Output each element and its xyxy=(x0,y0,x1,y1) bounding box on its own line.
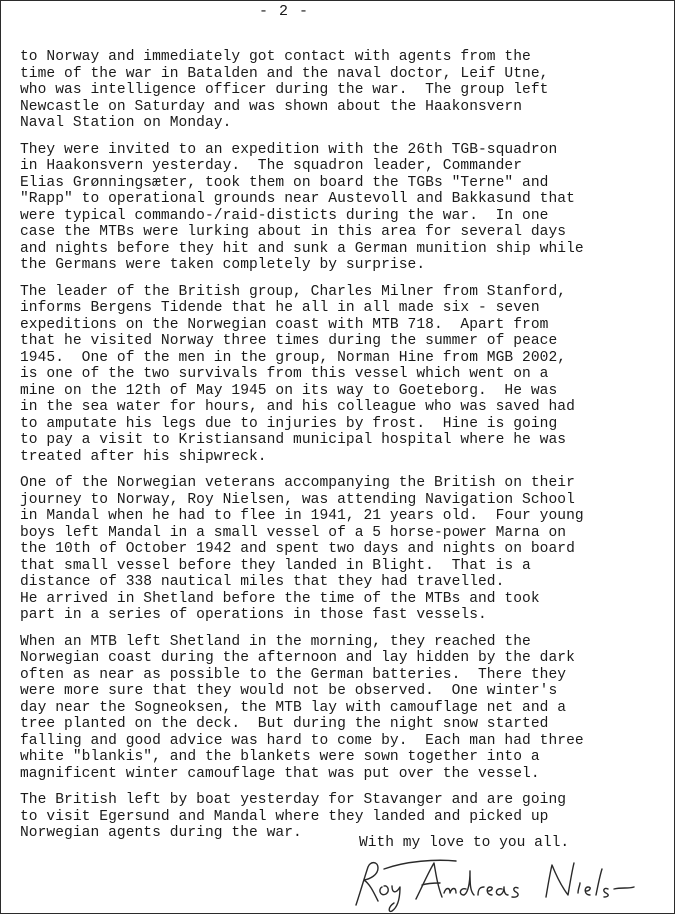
paragraph-4 xyxy=(20,475,660,624)
text-line: Newcastle on Saturday and was shown about the Haakonsvern xyxy=(20,98,523,115)
text-line: in Mandal when he had to flee in 1941, 21 years old. Four young xyxy=(20,508,584,524)
text-line: the Germans were taken completely by surprise. xyxy=(20,257,426,273)
text-line: to amputate his legs due to injuries by frost. Hine is going xyxy=(20,415,558,432)
text-line: who was intelligence officer during the war. The group left xyxy=(20,82,549,98)
paragraph-2 xyxy=(20,142,660,274)
handwritten-signature xyxy=(346,853,636,913)
text-line: day near the Sogneoksen, the MTB lay with camouflage net and a xyxy=(20,699,567,716)
text-line: The British left by boat yesterday for Stavanger and are going xyxy=(20,792,567,808)
text-line: the 10th of October 1942 and spent two days and nights on board xyxy=(20,541,575,557)
text-line: white "blankis", and the blankets were sown together into a xyxy=(20,749,540,765)
paragraph-1 xyxy=(20,49,660,132)
paragraph-3 xyxy=(20,284,660,466)
text-line: in the sea water for hours, and his colleague who was saved had xyxy=(20,399,575,415)
text-line: informs Bergens Tidende that he all in all made six - seven xyxy=(20,300,540,316)
text-line: that small vessel before they landed in Blight. That is a xyxy=(20,557,531,574)
text-line: that he visited Norway three times during the summer of peace xyxy=(20,333,558,349)
text-line: to Norway and immediately got contact with agents from the xyxy=(20,49,531,65)
text-line: tree planted on the deck. But during the night snow started xyxy=(20,716,549,732)
text-line: 1945. One of the men in the group, Norman Hine from MGB 2002, xyxy=(20,349,567,366)
closing-line: With my love to you all. xyxy=(359,835,570,851)
paragraph-5 xyxy=(20,634,660,783)
text-line: Norwegian agents during the war. xyxy=(20,825,302,841)
text-line: magnificent winter camouflage that was put over the vessel. xyxy=(20,765,540,782)
text-line: falling and good advice was hard to come by. Each man had three xyxy=(20,732,584,749)
text-line: "Rapp" to operational grounds near Austevoll and Bakkasund that xyxy=(20,191,575,207)
text-line: Norwegian coast during the afternoon and lay hidden by the dark xyxy=(20,650,575,666)
text-line: One of the Norwegian veterans accompanying the British on their xyxy=(20,475,575,491)
text-line: and nights before they hit and sunk a German munition ship while xyxy=(20,240,584,257)
text-line: The leader of the British group, Charles Milner from Stanford, xyxy=(20,283,567,300)
text-line: journey to Norway, Roy Nielsen, was attending Navigation School xyxy=(20,491,575,508)
text-line: were more sure that they would not be observed. One winter's xyxy=(20,683,558,699)
text-line: part in a series of operations in those fast vessels. xyxy=(20,607,487,623)
letter-body xyxy=(20,49,660,852)
text-line: mine on the 12th of May 1945 on its way to Goeteborg. He was xyxy=(20,382,558,399)
text-line: He arrived in Shetland before the time of the MTBs and took xyxy=(20,590,540,607)
text-line: to pay a visit to Kristiansand municipal hospital where he was xyxy=(20,432,567,448)
text-line: treated after his shipwreck. xyxy=(20,448,267,465)
text-line: boys left Mandal in a small vessel of a 5 horse-power Marna on xyxy=(20,524,567,541)
text-line: They were invited to an expedition with the 26th TGB-squadron xyxy=(20,141,558,158)
text-line: distance of 338 nautical miles that they had travelled. xyxy=(20,574,505,590)
text-line: Elias Grønningsæter, took them on board the TGBs "Terne" and xyxy=(20,174,549,191)
text-line: time of the war in Batalden and the naval doctor, Leif Utne, xyxy=(20,65,549,82)
text-line: Naval Station on Monday. xyxy=(20,115,232,131)
text-line: is one of the two survivals from this vessel which went on a xyxy=(20,366,549,382)
text-line: expeditions on the Norwegian coast with MTB 718. Apart from xyxy=(20,316,549,333)
text-line: were typical commando-/raid-disticts during the war. In one xyxy=(20,207,549,224)
text-line: case the MTBs were lurking about in this area for several days xyxy=(20,224,567,240)
page-number: - 2 - xyxy=(259,3,310,20)
text-line: to visit Egersund and Mandal where they landed and picked up xyxy=(20,808,549,825)
text-line: in Haakonsvern yesterday. The squadron leader, Commander xyxy=(20,158,523,174)
text-line: When an MTB left Shetland in the morning, they reached the xyxy=(20,633,531,650)
text-line: often as near as possible to the German batteries. There they xyxy=(20,666,567,683)
